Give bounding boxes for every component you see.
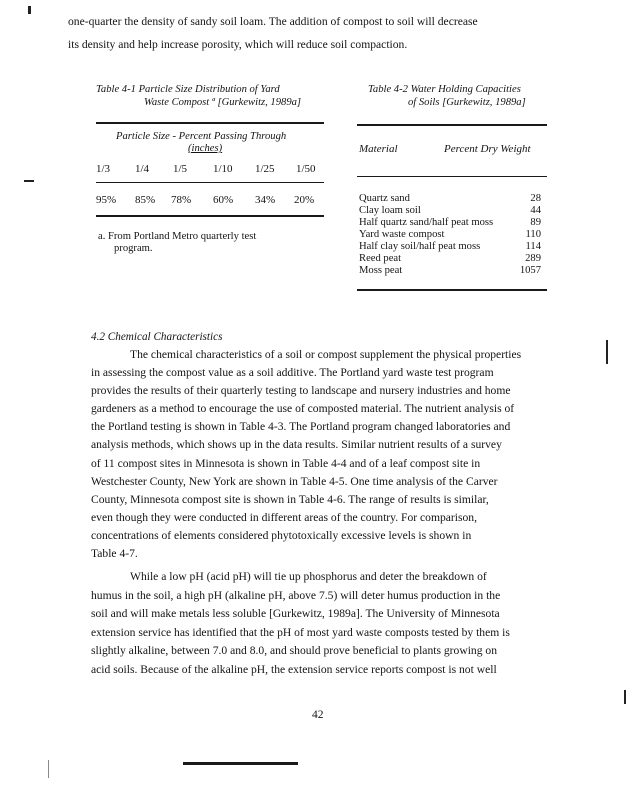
table-4-2-caption: Table 4-2 Water Holding Capacities xyxy=(368,84,521,95)
table-4-1-value: 34% xyxy=(255,194,276,206)
table-4-1-value: 60% xyxy=(213,194,234,206)
scan-speck-bottom-left xyxy=(48,760,49,778)
table-4-2-material: Quartz sand xyxy=(359,193,410,204)
margin-bar-right xyxy=(606,340,608,364)
table-4-2-material: Clay loam soil xyxy=(359,205,421,216)
intro-line: its density and help increase porosity, which will reduce soil compaction. xyxy=(68,38,408,51)
table-4-2-col-material: Material xyxy=(359,143,398,155)
table-4-2-value: 289 xyxy=(525,253,541,264)
table-4-1-col: 1/50 xyxy=(296,163,316,175)
table-4-2-value: 114 xyxy=(525,241,541,252)
table-4-2-material: Reed peat xyxy=(359,253,402,264)
paragraph-line: gardeners as a method to encourage the use of composted material. The nutrient analysis of xyxy=(91,402,515,415)
paragraph-line: slightly alkaline, between 7.0 and 8.0, and should prove beneficial to plants growing on xyxy=(91,644,498,657)
paragraph-line: soil and will make metals less soluble [Gurkewitz, 1989a]. The University of Minnesota xyxy=(91,607,500,620)
paragraph-line: The chemical characteristics of a soil or compost supplement the physical properties xyxy=(130,348,522,361)
table-4-2-mid-rule xyxy=(357,176,547,177)
paragraph-line: of 11 compost sites in Minnesota is shown in Table 4-4 and of a leaf compost site in xyxy=(91,457,481,470)
paragraph-line: Westchester County, New York are shown in Table 4-5. One time analysis of the Carver xyxy=(91,475,498,488)
table-4-1-caption: Table 4-1 Particle Size Distribution of Yard xyxy=(96,84,280,95)
scan-speck-top-left xyxy=(28,6,31,14)
table-4-2-material: Half quartz sand/half peat moss xyxy=(359,217,494,228)
table-4-1-footnote-cont: program. xyxy=(114,243,153,254)
table-4-1-value: 95% xyxy=(96,194,117,206)
paragraph-line: provides the results of their quarterly testing to landscape and nursery industries and home xyxy=(91,384,511,397)
table-4-2-material: Moss peat xyxy=(359,265,403,276)
table-4-1-bottom-rule xyxy=(96,215,324,217)
table-4-1-col: 1/25 xyxy=(255,163,275,175)
paragraph-line: extension service has identified that the pH of most yard waste composts tested by them is xyxy=(91,626,510,639)
table-4-2-material: Half clay soil/half peat moss xyxy=(359,241,481,252)
table-4-1-col: 1/10 xyxy=(213,163,233,175)
table-4-2-material: Yard waste compost xyxy=(359,229,445,240)
section-heading: 4.2 Chemical Characteristics xyxy=(91,331,223,343)
table-4-1-value: 20% xyxy=(294,194,315,206)
table-4-1-col: 1/4 xyxy=(135,163,150,175)
paragraph-line: the Portland testing is shown in Table 4-3. The Portland program changed laboratories and xyxy=(91,420,511,433)
table-4-1-header-unit: (inches) xyxy=(188,143,223,154)
table-4-2-value: 1057 xyxy=(519,265,541,276)
margin-bar-bottom-right xyxy=(624,690,626,704)
paragraph-line: even though they were conducted in different areas of the country. For comparison, xyxy=(91,511,478,524)
paragraph-line: in assessing the compost value as a soil additive. The Portland yard waste test program xyxy=(91,366,494,379)
table-4-2-value: 44 xyxy=(530,205,541,216)
table-4-2-value: 28 xyxy=(530,193,541,204)
scan-speck-left xyxy=(24,180,34,182)
table-4-2-bottom-rule xyxy=(357,289,547,291)
table-4-1-caption-cont: Waste Compost ª [Gurkewitz, 1989a] xyxy=(144,97,302,108)
paragraph-line: concentrations of elements considered phytotoxically excessive levels is shown in xyxy=(91,529,472,542)
intro-line: one-quarter the density of sandy soil loam. The addition of compost to soil will decrease xyxy=(68,15,478,28)
paragraph-line: analysis methods, which shows up in the data results. Similar nutrient results of a survey xyxy=(91,438,502,451)
paragraph-line: While a low pH (acid pH) will tie up phosphorus and deter the breakdown of xyxy=(130,570,487,583)
table-4-1-col: 1/3 xyxy=(96,163,111,175)
table-4-1-mid-rule xyxy=(96,182,324,183)
table-4-1-col: 1/5 xyxy=(173,163,188,175)
paragraph-line: Table 4-7. xyxy=(91,547,138,560)
table-4-1-header: Particle Size - Percent Passing Through xyxy=(116,131,287,142)
table-4-1-footnote: a. From Portland Metro quarterly test xyxy=(98,231,257,242)
bottom-rule xyxy=(183,762,298,765)
table-4-2-value: 110 xyxy=(525,229,541,240)
table-4-2-top-rule xyxy=(357,124,547,126)
paragraph-line: humus in the soil, a high pH (alkaline pH, above 7.5) will deter humus production in the xyxy=(91,589,501,602)
table-4-1-top-rule xyxy=(96,122,324,124)
table-4-1-value: 85% xyxy=(135,194,156,206)
table-4-2-value: 89 xyxy=(530,217,541,228)
table-4-2-caption-cont: of Soils [Gurkewitz, 1989a] xyxy=(408,97,526,108)
table-4-1-value: 78% xyxy=(171,194,192,206)
table-4-2-col-percent: Percent Dry Weight xyxy=(444,143,531,155)
paragraph-line: County, Minnesota compost site is shown in Table 4-6. The range of results is similar, xyxy=(91,493,489,506)
paragraph-line: acid soils. Because of the alkaline pH, the extension service reports compost is not well xyxy=(91,663,497,676)
page-number: 42 xyxy=(312,709,324,721)
